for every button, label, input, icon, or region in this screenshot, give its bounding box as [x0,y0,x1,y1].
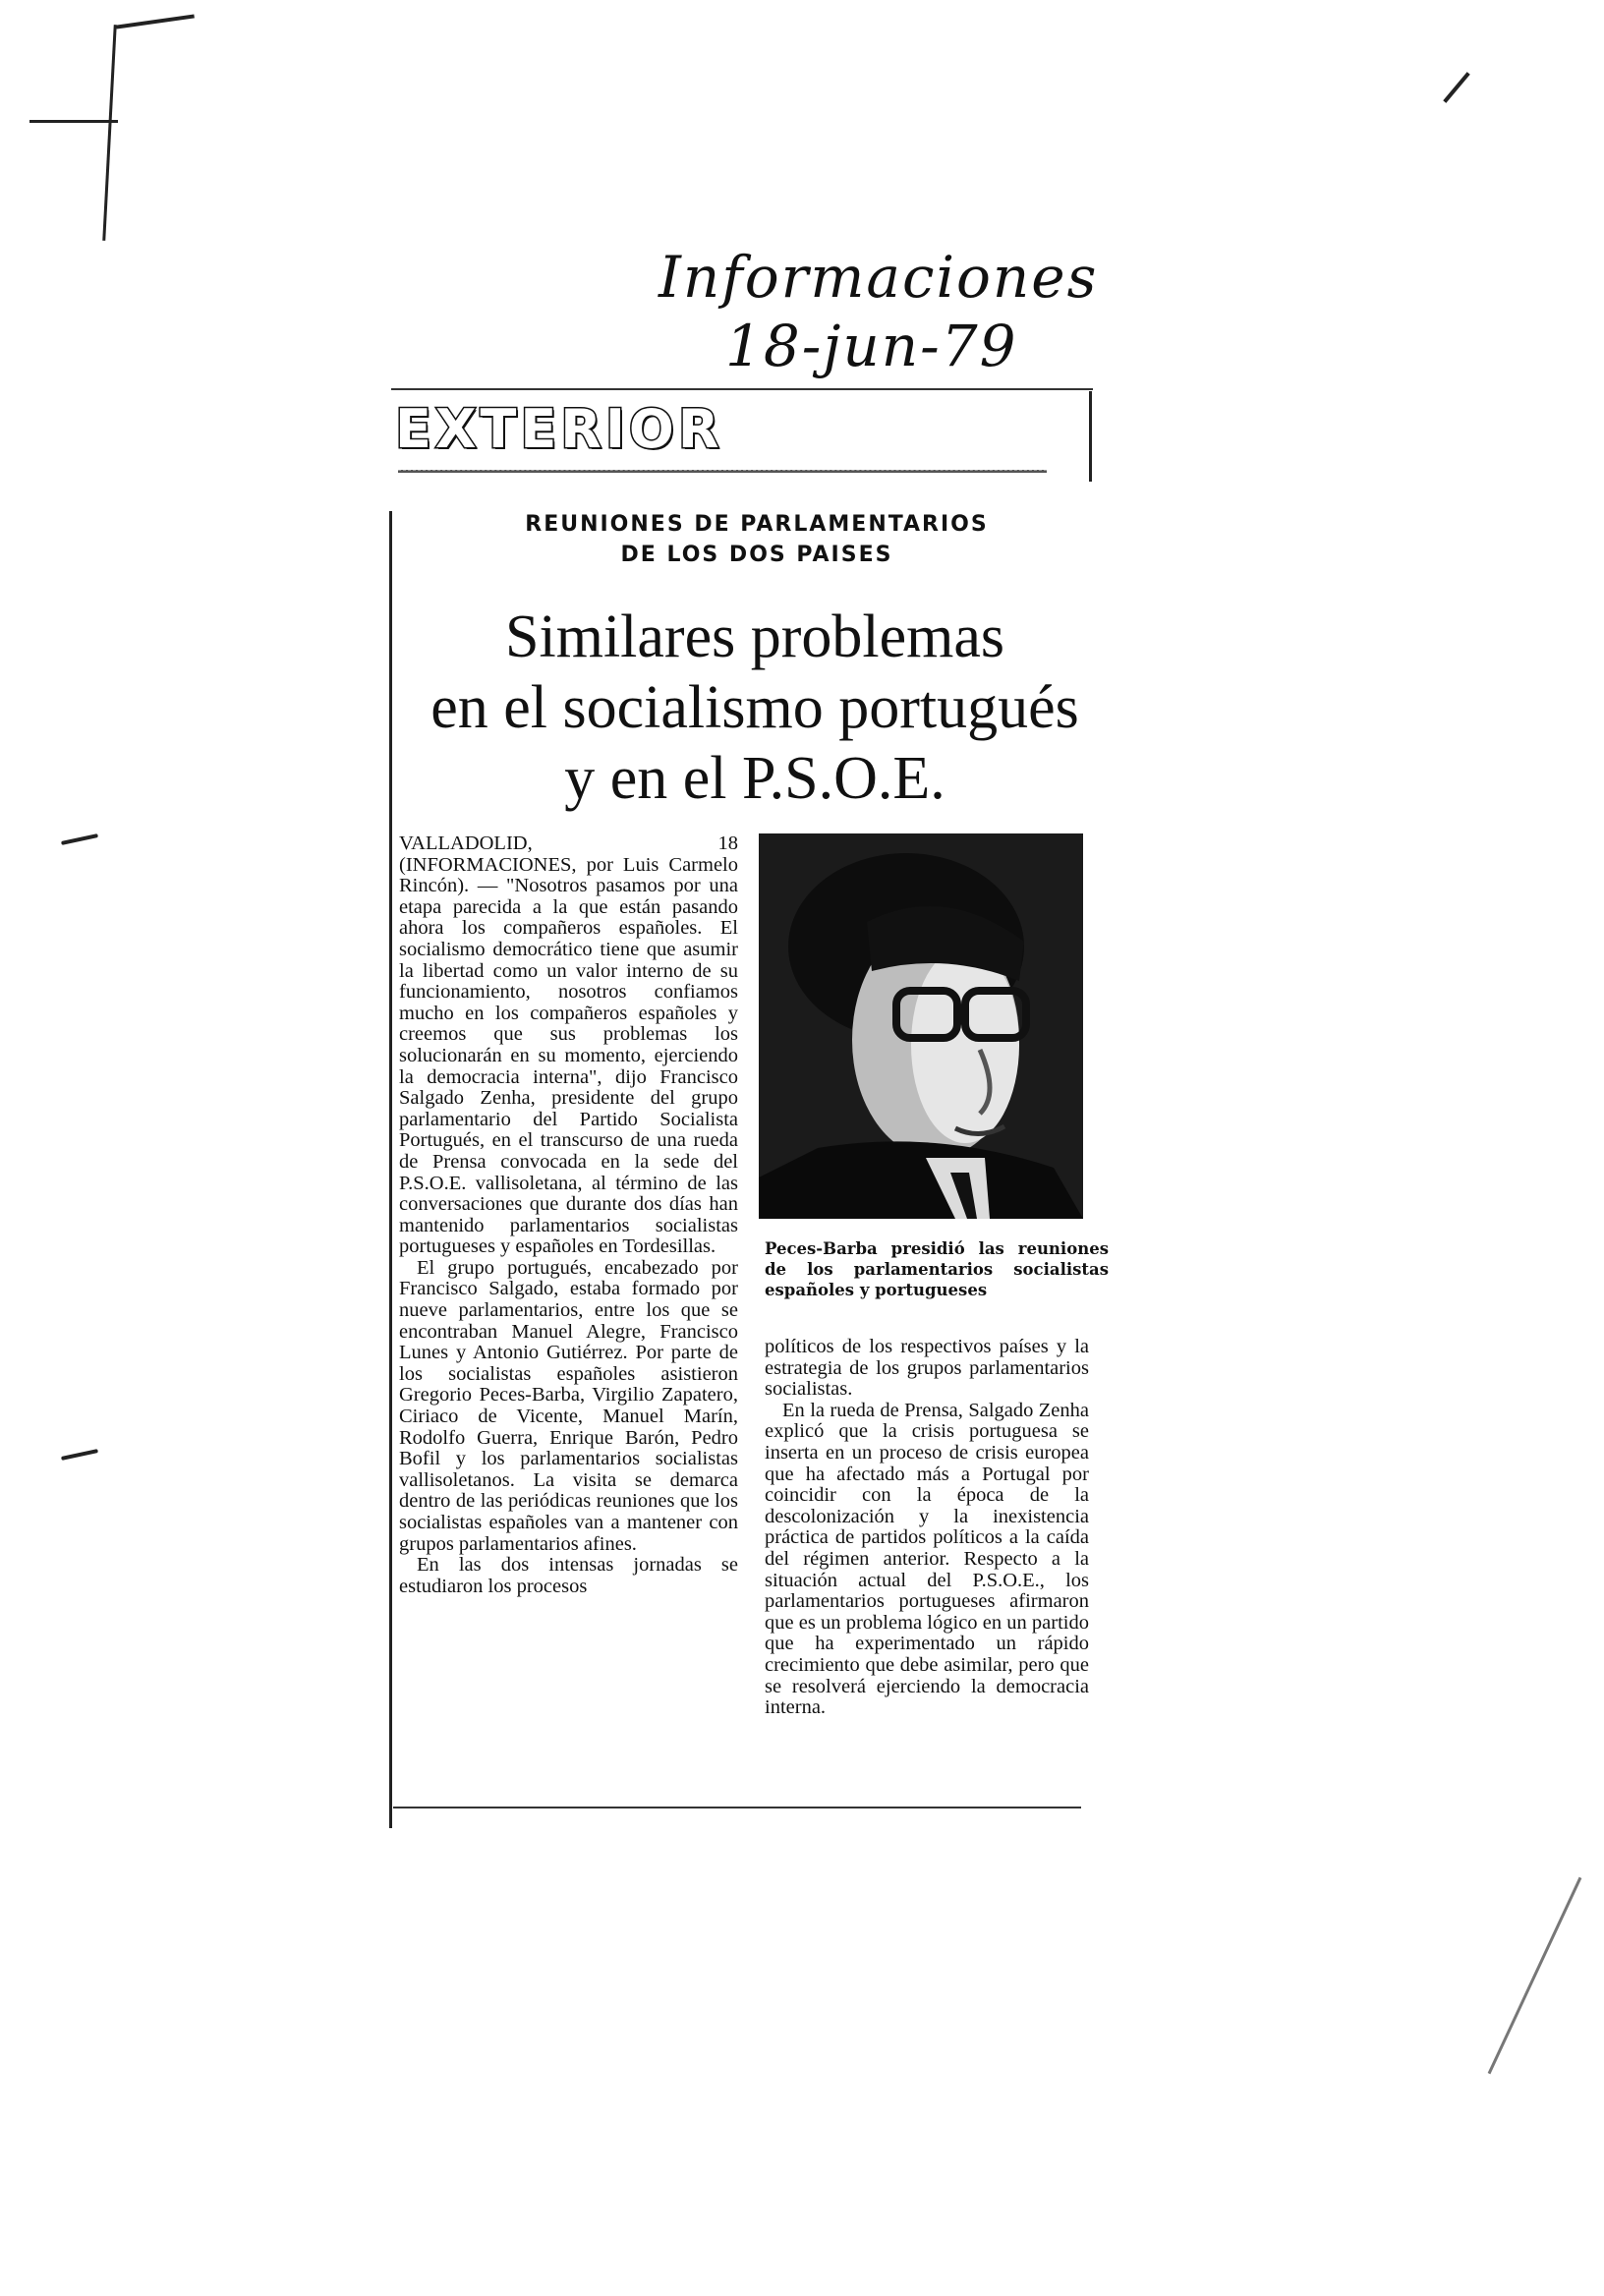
section-header-right-rule [1089,391,1092,482]
body-paragraph: VALLADOLID, 18 (INFORMACIONES, por Luis Carmelo Rincón). — "Nosotros pasamos por una etapa parecida a la que están pasando ahora los compañeros españoles. El socialismo democrático tiene que asumir la libertad como un valor interno de su funcionamiento, nosotros confiamos mucho en los compañeros españoles y creemos que sus problemas los solucionarán en su momento, ejerciendo la democracia interna", dijo Francisco Salgado Zenha, presidente del grupo parlamentario del Partido Socialista Portugués, en el transcurso de una rueda de Prensa convocada en la sede del P.S.O.E. vallisoletana, al término de las conversaciones que durante dos días han mantenido parlamentarios socialistas portugueses y españoles en Tordesillas. [399,832,738,1258]
scan-mark-bottom-right [1488,1877,1582,2075]
article-left-rule [389,511,392,1828]
body-paragraph: El grupo portugués, encabezado por Francisco Salgado, estaba formado por nueve parlamentarios, entre los que se encontraban Manuel Alegre, Francisco Lunes y Antonio Gutiérrez. Por parte de los socialistas españoles asistieron Gregorio Peces-Barba, Virgilio Zapatero, Ciriaco de Vicente, Manuel Marín, Rodolfo Guerra, Enrique Barón, Pedro Bofil y los parlamentarios socialistas vallisoletanos. La visita se demarca dentro de las periódicas reuniones que los socialistas españoles van a mantener con grupos parlamentarios afines. [399,1256,738,1555]
article-column-2 [765,1337,1089,1719]
headline-line-3: y en el P.S.O.E. [564,745,945,812]
section-title: EXTERIOR [395,398,723,460]
body-paragraph: En la rueda de Prensa, Salgado Zenha explicó que la crisis portuguesa se inserta en un proceso de crisis europea que ha afectado más a Portugal por coincidir con la época de la descolonización y la inexistencia práctica de partidos políticos a la caída del régimen anterior. Respecto a la situación actual del P.S.O.E., los parlamentarios portugueses afirmaron que es un problema lógico en un partido que ha experimentado un rápido crecimiento que debe asimilar, pero que se resolverá ejerciendo la democracia interna. [765,1399,1089,1719]
article-bottom-rule [393,1807,1081,1808]
scan-mark-vertical [102,25,117,241]
scan-mark-slash [1443,72,1469,103]
headline-line-2: en el socialismo portugués [430,674,1079,741]
kicker-line-2: DE LOS DOS PAISES [620,543,893,567]
handwritten-publication: Informaciones [659,244,1099,311]
scan-mark-top-left [116,14,195,29]
article-column-1 [399,833,738,1597]
scan-mark-left-1 [61,833,98,845]
kicker-line-1: REUNIONES DE PARLAMENTARIOS [525,512,989,537]
article-kicker [462,509,1052,570]
headline-line-1: Similares problemas [505,603,1004,670]
body-paragraph: políticos de los respectivos países y la estrategia de los grupos parlamentarios socialistas. [765,1336,1089,1401]
section-header-bottom-rule [398,470,1047,473]
article-headline [401,602,1109,814]
scan-mark-arrow [29,120,118,123]
photo-caption: Peces-Barba presidió las reuniones de los parlamentarios socialistas españoles y portugueses [765,1239,1109,1299]
body-paragraph: En las dos intensas jornadas se estudiaron los procesos [399,1554,738,1597]
handwritten-date: 18-jun-79 [725,313,1018,379]
portrait-photo [759,833,1083,1219]
portrait-image [759,833,1083,1219]
scan-mark-left-2 [61,1449,98,1461]
